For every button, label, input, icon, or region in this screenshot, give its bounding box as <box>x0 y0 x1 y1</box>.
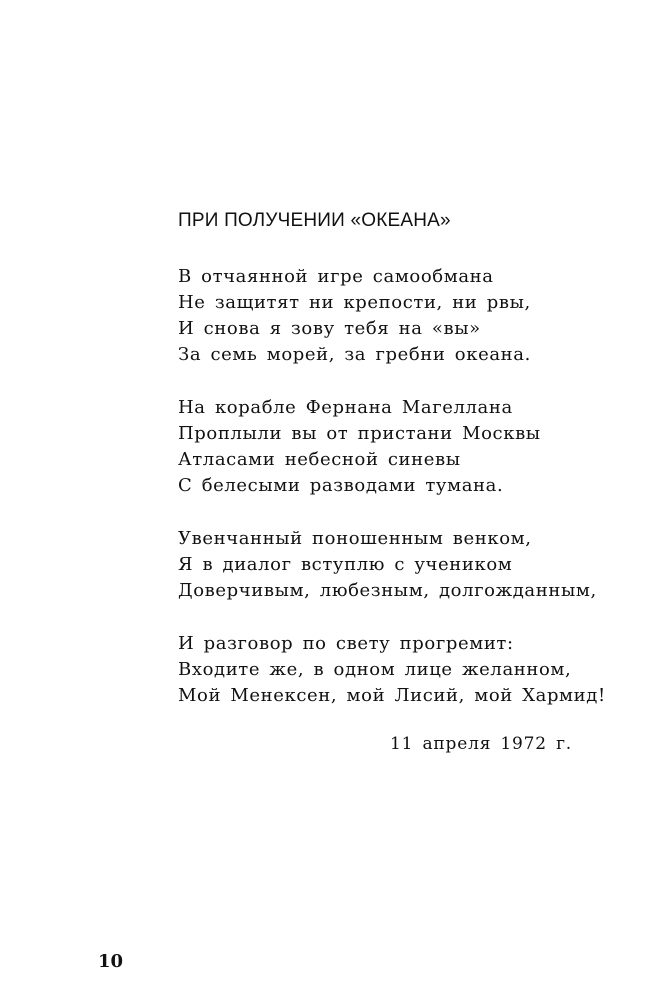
poem-line: На корабле Фернана Магеллана <box>178 397 513 418</box>
poem-line: Мой Менексен, мой Лисий, мой Хармид! <box>178 685 606 706</box>
poem-line: Атласами небесной синевы <box>178 449 461 470</box>
poem-body <box>178 264 606 736</box>
poem-line: Проплыли вы от пристани Москвы <box>178 423 541 444</box>
poem-line: Входите же, в одном лице желанном, <box>178 659 572 680</box>
poem-line: Я в диалог вступлю с учеником <box>178 554 513 575</box>
poem-line: И разговор по свету прогремит: <box>178 633 514 654</box>
stanza <box>178 395 606 499</box>
poem-line: С белесыми разводами тумана. <box>178 475 504 496</box>
stanza <box>178 264 606 368</box>
poem-line: За семь морей, за гребни океана. <box>178 344 531 365</box>
poem-title: ПРИ ПОЛУЧЕНИИ «ОКЕАНА» <box>178 210 451 231</box>
stanza <box>178 526 606 604</box>
stanza <box>178 631 606 709</box>
poem-line: Увенчанный поношенным венком, <box>178 528 532 549</box>
poem-date: 11 апреля 1972 г. <box>390 734 572 754</box>
poem-line: В отчаянной игре самообмана <box>178 266 494 287</box>
poem-line: Доверчивым, любезным, долгожданным, <box>178 580 597 601</box>
page-number: 10 <box>98 951 124 972</box>
poem-line: И снова я зову тебя на «вы» <box>178 318 481 339</box>
poem-line: Не защитят ни крепости, ни рвы, <box>178 292 531 313</box>
